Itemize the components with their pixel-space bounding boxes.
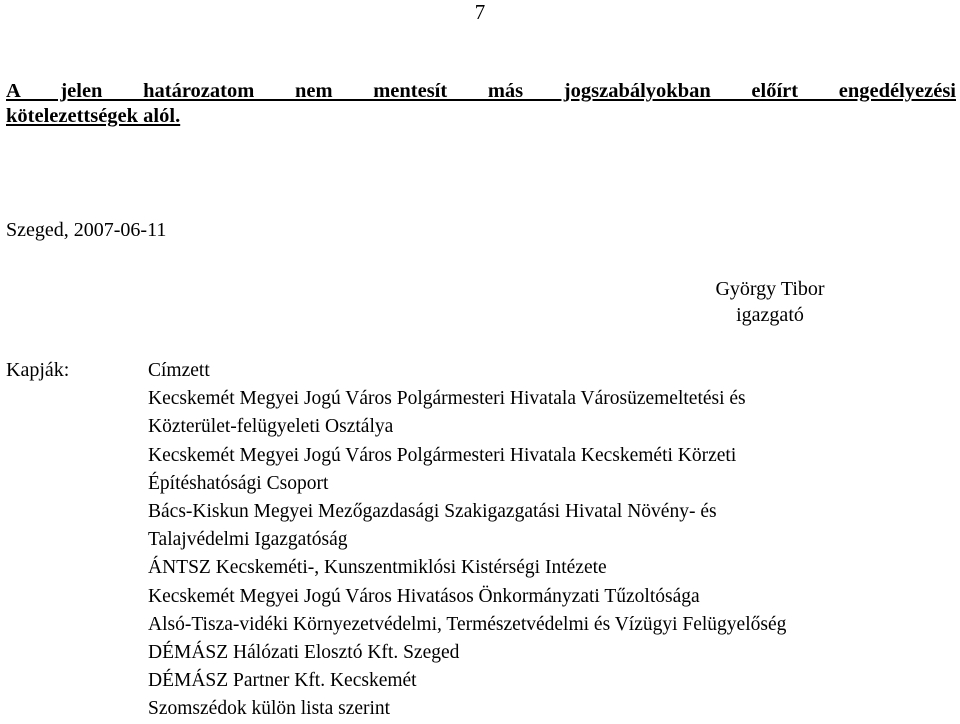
recipient-line: Címzett bbox=[148, 360, 210, 381]
recipient-line: Bács-Kiskun Megyei Mezőgazdasági Szakigazgatási Hivatal Növény- és bbox=[148, 501, 717, 523]
recipient-line: Kecskemét Megyei Jogú Város Hivatásos Önkormányzati Tűzoltósága bbox=[148, 585, 700, 607]
signatory-title: igazgató bbox=[736, 304, 804, 326]
signatory-name: György Tibor bbox=[715, 278, 825, 300]
recipient-line: Közterület-felügyeleti Osztálya bbox=[148, 416, 394, 438]
signature-block bbox=[620, 276, 920, 328]
notice-paragraph bbox=[6, 79, 956, 129]
recipient-line: Kecskemét Megyei Jogú Város Polgármesteri Hivatala Kecskeméti Körzeti bbox=[148, 444, 737, 466]
notice-line-2: kötelezettségek alól. bbox=[6, 105, 181, 127]
recipient-line: DÉMÁSZ Hálózati Elosztó Kft. Szeged bbox=[148, 642, 460, 664]
recipient-line: ÁNTSZ Kecskeméti-, Kunszentmiklósi Kistérségi Intézete bbox=[148, 557, 607, 579]
place-date: Szeged, 2007-06-11 bbox=[6, 219, 167, 241]
recipient-line: Talajvédelmi Igazgatóság bbox=[148, 529, 348, 551]
recipient-line: Alsó-Tisza-vidéki Környezetvédelmi, Természetvédelmi és Vízügyi Felügyelőség bbox=[148, 613, 787, 635]
recipient-line: Kecskemét Megyei Jogú Város Polgármesteri Hivatala Városüzemeltetési és bbox=[148, 388, 746, 410]
recipients-label: Kapják: bbox=[6, 359, 70, 381]
recipients-list bbox=[148, 357, 786, 724]
recipient-line: DÉMÁSZ Partner Kft. Kecskemét bbox=[148, 670, 417, 692]
recipient-line: Építéshatósági Csoport bbox=[148, 472, 329, 494]
page-number: 7 bbox=[474, 0, 486, 24]
recipient-line: Szomszédok külön lista szerint bbox=[148, 698, 391, 720]
notice-line-1: A jelen határozatom nem mentesít más jogszabályokban előírt engedélyezési bbox=[6, 80, 956, 102]
